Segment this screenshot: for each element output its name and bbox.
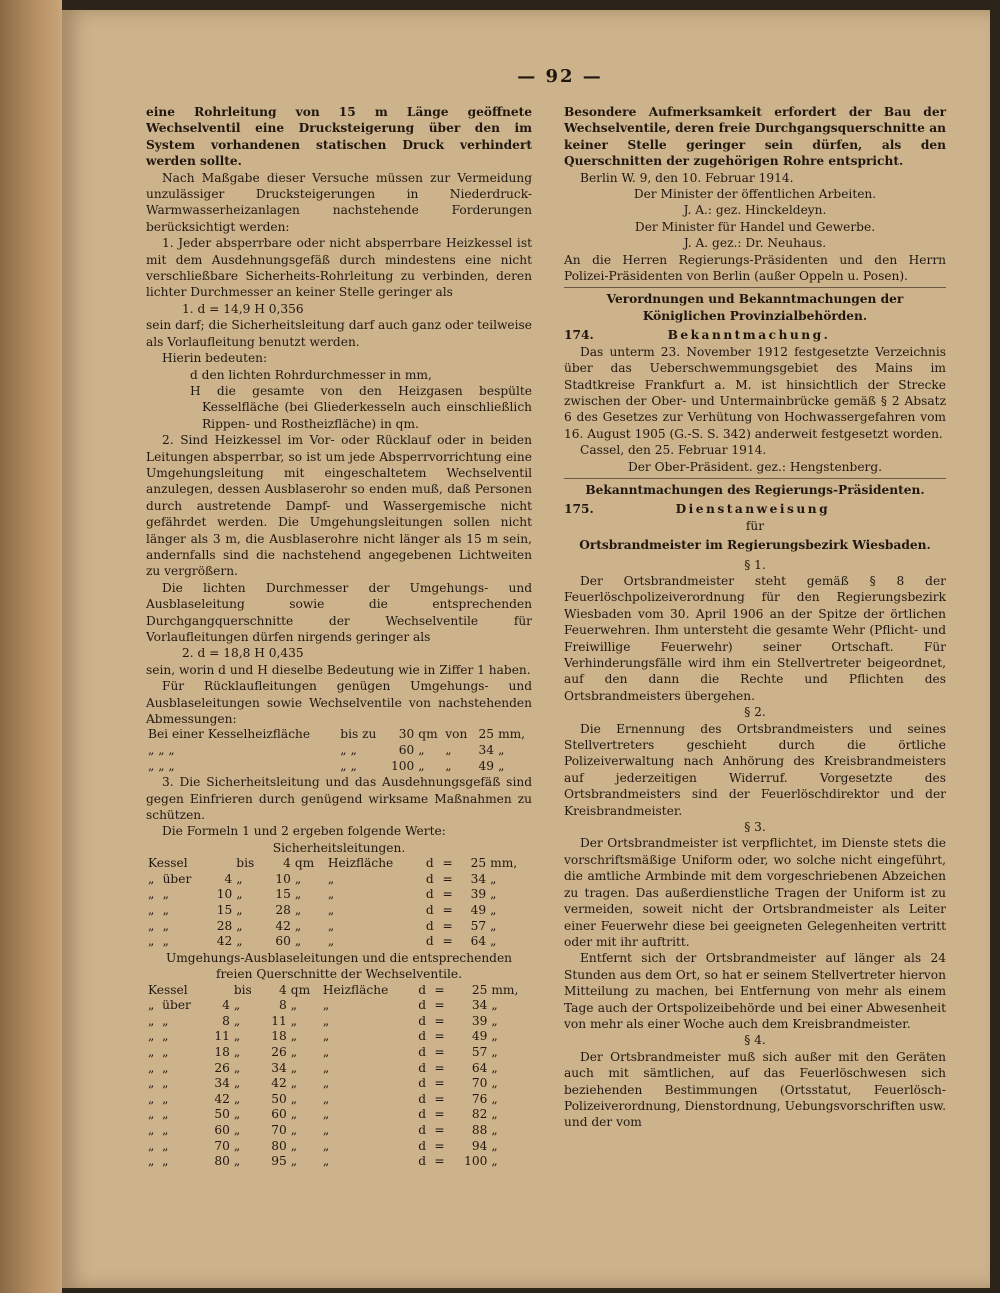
table2-row-cell: 94	[471, 1138, 488, 1153]
table1-row-cell: d	[425, 871, 434, 886]
table1-row	[146, 934, 532, 950]
table2-row-cell: d	[418, 1122, 426, 1137]
table1-row-cell: 15	[275, 887, 291, 902]
table2-header-cell: Kessel	[148, 982, 188, 997]
paragraph-diameters: Die lichten Durchmesser der Umgehungs- und Ausblaseleitung sowie die entsprechenden Durchgangquerschnitte der Wechselventile für Vorlaufleitungen dürfen nirgends geringer als	[146, 580, 532, 644]
table2-row-cell: „	[290, 1060, 298, 1075]
section-2-label: § 2.	[744, 705, 766, 720]
table2-row-cell: „	[491, 1138, 498, 1153]
bekanntmachung-title: Bekanntmachung.	[667, 328, 831, 343]
table1-row-cell: „	[236, 871, 243, 886]
table1-header-cell: 4	[283, 856, 291, 871]
section-heading-provincial: Verordnungen und Bekanntmachungen der Königlichen Provinzialbehörden.	[606, 292, 904, 323]
table2-row-cell: „	[233, 1045, 241, 1059]
fuer-label: für	[745, 518, 765, 533]
table2-row-cell: „	[322, 1060, 330, 1075]
table2-row-cell: „	[162, 1154, 169, 1169]
paragraph-requirements: Nach Maßgabe dieser Versuche müssen zur Vermeidung unzulässiger Drucksteigerungen in Niederdruck-Warmwasserheizanlagen nachstehende Forderungen berücksichtigt werden:	[146, 170, 532, 234]
table1-row-cell: über	[162, 871, 192, 886]
table2-row-cell: „	[322, 1154, 330, 1169]
table1-row-cell: „	[162, 918, 169, 933]
divider-2	[564, 478, 946, 479]
table1-row-cell: =	[442, 934, 453, 949]
formula-1: 1. d = 14,9 H 0,356	[182, 301, 304, 316]
table2-row-cell: „	[162, 1045, 169, 1059]
dimensions-row-cell: mm,	[498, 727, 526, 742]
table2-row	[146, 1092, 532, 1108]
table2-row-cell: „	[162, 1122, 169, 1137]
table1-row-cell: 10	[216, 887, 233, 902]
table1-row-cell: 64	[470, 934, 487, 949]
paragraph-valves: Besondere Aufmerksamkeit erfordert der Bau der Wechselventile, deren freie Durchgangsquerschnitte an keiner Stelle geringer sein dürfen, als den Querschnitten der zugehörigen Rohre entspricht.	[564, 105, 946, 169]
dimensions-row-cell: „ „	[340, 758, 357, 773]
table2-row-cell: „	[233, 998, 241, 1013]
dimensions-row-cell: „	[498, 758, 505, 773]
table1-row-cell: 39	[470, 887, 487, 902]
table2-row-cell: 88	[471, 1122, 488, 1137]
table2-row-cell: 76	[471, 1091, 488, 1106]
table1-row-cell: =	[442, 903, 453, 918]
table2-row-cell: „	[233, 1154, 241, 1169]
address-line: An die Herren Regierungs-Präsidenten und den Herrn Polizei-Präsidenten von Berlin (außer Oppeln u. Posen).	[564, 252, 946, 284]
table2-row-cell: „	[233, 1076, 241, 1091]
table2-row-cell: d	[418, 1060, 426, 1075]
table2-row-cell: „	[148, 1138, 155, 1153]
table2-row-cell: „	[491, 1060, 498, 1075]
table1-row-cell: „	[490, 934, 497, 949]
table2-row-cell: „	[290, 998, 298, 1013]
table1-row-cell: 34	[470, 871, 487, 886]
table1-row-cell: „	[490, 918, 497, 933]
table2-row-cell: „	[233, 1107, 241, 1122]
table2-row-cell: d	[418, 1013, 426, 1028]
paragraph-same-meaning: sein, worin d und H dieselbe Bedeutung wie in Ziffer 1 haben.	[146, 662, 531, 677]
table2-row-cell: „	[233, 1060, 241, 1075]
table2-row-cell: „	[148, 1029, 155, 1044]
table2-row-cell: „	[148, 1013, 155, 1028]
table1-row-cell: „	[294, 871, 302, 886]
table2-row-cell: „	[491, 998, 498, 1013]
table1-row-cell: 15	[216, 903, 233, 918]
section-1-label: § 1.	[744, 557, 766, 572]
table2-row-cell: 70	[214, 1138, 230, 1153]
table1-header-cell: mm,	[490, 856, 518, 871]
table2-row	[146, 1061, 532, 1077]
table2-row-cell: „	[162, 1029, 169, 1044]
table2-row-cell: „	[233, 1091, 241, 1106]
table2-row	[146, 998, 532, 1014]
table2-row-cell: d	[418, 1107, 426, 1122]
table2-row-cell: „	[322, 1107, 330, 1122]
table2-row-cell: „	[322, 1029, 330, 1044]
table2-header-cell: 25	[471, 982, 488, 997]
table2-row-cell: „	[290, 1154, 298, 1169]
table1-row-cell: „	[236, 887, 243, 902]
section-4-label: § 4.	[744, 1033, 766, 1048]
table2-row-cell: 42	[271, 1076, 287, 1091]
hierin-label: Hierin bedeuten:	[162, 351, 268, 366]
section-heading-president: Bekanntmachungen des Regierungs-Präsidenten.	[585, 482, 925, 497]
table1-row	[146, 887, 532, 903]
table2-row-cell: 70	[271, 1122, 287, 1137]
left-page-edge	[0, 0, 62, 1293]
table1-row-cell: „	[294, 934, 302, 949]
table2-row-cell: „	[491, 1029, 498, 1044]
table2-row	[146, 1107, 532, 1123]
table1-row-cell: „	[148, 887, 155, 902]
table1-row-cell: „	[327, 934, 335, 949]
dienstanweisung-title: Dienstanweisung	[675, 502, 831, 517]
table2-row-cell: d	[418, 1138, 426, 1153]
table2-row-cell: =	[434, 998, 445, 1013]
table2-row-cell: „	[148, 1045, 155, 1059]
table2-row-cell: „	[162, 1013, 169, 1028]
table2-header-cell: Heizfläche	[322, 982, 389, 997]
dimensions-row	[146, 727, 532, 743]
table2-row-cell: „	[148, 1060, 155, 1075]
table2-row-cell: 42	[214, 1091, 230, 1106]
table2-row-cell: 8	[279, 998, 287, 1013]
table2-row-cell: „	[148, 1154, 155, 1169]
table1-header-cell: =	[442, 856, 453, 871]
table2-row-cell: d	[418, 1076, 426, 1091]
table1-row-cell: „	[490, 903, 497, 918]
dimensions-row-cell: 100	[391, 758, 415, 773]
dimensions-row-cell: 49	[478, 758, 495, 773]
table1-row-cell: „	[236, 918, 243, 933]
table1-row-cell: „	[162, 903, 169, 918]
table2-row	[146, 1076, 532, 1092]
table1-row-cell: =	[442, 871, 453, 886]
table2-row-cell: 11	[214, 1029, 230, 1044]
table2-row-cell: 57	[471, 1045, 488, 1059]
table2-row-cell: über	[162, 998, 191, 1013]
table2-row-cell: 26	[214, 1060, 230, 1075]
date-cassel: Cassel, den 25. Februar 1914.	[580, 443, 767, 458]
dimensions-row-cell: „	[445, 758, 452, 773]
table2-row-cell: =	[434, 1045, 445, 1059]
table2-row-cell: „	[162, 1107, 169, 1122]
table2-row	[146, 1029, 532, 1045]
table1-row-cell: 10	[275, 871, 291, 886]
table2-row-cell: „	[491, 1045, 498, 1059]
table2-row-cell: „	[290, 1029, 298, 1044]
table2-row	[146, 1045, 532, 1061]
paragraph-return-lines: Für Rücklaufleitungen genügen Umgehungs- und Ausblaseleitungen sowie Wechselventile von nachstehenden Abmessungen:	[146, 679, 532, 727]
definition-h: H die gesamte von den Heizgasen bespülte Kesselfläche (bei Gliederkesseln auch einschließlich Rippen- und Rostheizfläche) in qm.	[190, 383, 532, 431]
table1-row-cell: „	[490, 887, 497, 902]
table2-row-cell: „	[322, 1076, 330, 1091]
table1-header-cell: Kessel	[148, 856, 188, 871]
table1-row-cell: 57	[470, 918, 487, 933]
table2-row-cell: =	[434, 1091, 445, 1106]
table2-row-cell: 18	[214, 1045, 230, 1059]
paragraph-rule-1: 1. Jeder absperrbare oder nicht absperrbare Heizkessel ist mit dem Ausdehnungsgefäß durch mindestens eine nicht verschließbare Sicherheits-Rohrleitung zu verbinden, deren lichter Durchmesser an keiner Stelle geringer als	[146, 236, 532, 300]
table1-row-cell: d	[425, 934, 434, 949]
table2-row-cell: „	[233, 1138, 241, 1153]
table2-row-cell: „	[491, 1107, 498, 1122]
table2-row-cell: 34	[471, 998, 488, 1013]
table2-row-cell: =	[434, 1076, 445, 1091]
table2-row	[146, 1139, 532, 1155]
table2-row-cell: 82	[471, 1107, 488, 1122]
table2-row-cell: 26	[271, 1045, 287, 1059]
table2-row	[146, 1154, 532, 1170]
section-3-label: § 3.	[744, 820, 766, 835]
section-1-text: Der Ortsbrandmeister steht gemäß § 8 der Feuerlöschpolizeiverordnung für den Regierungsbezirk Wiesbaden vom 30. April 1906 an der Spitze der örtlichen Feuerwehren. Ihm untersteht die gesamte Wehr (Pflicht- und Freiwillige Feuerwehr) seiner Ortschaft. Für Verhinderungsfälle wird ihm ein Stellvertreter beigeordnet, auf den dann die Rechte und Pflichten des Ortsbrandmeisters übergehen.	[564, 573, 946, 703]
table2-header-cell: 4	[279, 982, 287, 997]
table2-row-cell: „	[148, 1091, 155, 1106]
table1-row-cell: „	[162, 934, 169, 949]
table2-header-cell: =	[434, 982, 445, 997]
table2-row-cell: „	[491, 1091, 498, 1106]
table2-row-cell: 8	[222, 1013, 230, 1028]
paragraph-rule-3: 3. Die Sicherheitsleitung und das Ausdehnungsgefäß sind gegen Einfrieren durch genügend wirksame Maßnahmen zu schützen.	[146, 775, 532, 823]
dimensions-row-cell: „ „ „	[148, 758, 175, 773]
table2-row-cell: d	[418, 1045, 426, 1059]
table2-row-cell: „	[233, 1122, 241, 1137]
table1-row	[146, 872, 532, 888]
table2-row-cell: „	[290, 1013, 298, 1028]
dimensions-row-cell: „	[418, 758, 425, 773]
dimensions-row-cell: bis zu	[340, 727, 377, 742]
dimensions-row-cell: 30	[398, 727, 415, 742]
table2-row-cell: 4	[222, 998, 230, 1013]
table1-header-cell: qm	[294, 856, 315, 871]
entry-number-174: 174.	[564, 328, 594, 343]
section-2-text: Die Ernennung des Ortsbrandmeisters und seines Stellvertreters geschieht durch die örtliche Polizeiverwaltung nach Anhörung des Kreisbrandmeisters auf jederzeitigen Widerruf. Vorgesetzte des Ortsbrandmeisters sind der Feuerlöschdirektor und der Kreisbrandmeister.	[564, 721, 946, 818]
dimensions-row-cell: von	[445, 727, 468, 742]
table2-row-cell: „	[162, 1091, 169, 1106]
table2-row-cell: 60	[214, 1122, 230, 1137]
table2-row-cell: „	[233, 1029, 241, 1044]
paragraph-safety-line: sein darf; die Sicherheitsleitung darf auch ganz oder teilweise als Vorlaufleitung benutzt werden.	[146, 318, 532, 349]
table2-row-cell: „	[290, 1122, 298, 1137]
table1-row-cell: 42	[216, 934, 233, 949]
section-4-text: Der Ortsbrandmeister muß sich außer mit den Geräten auch mit sämtlichen, auf das Feuerlöschwesen sich beziehenden Bestimmungen (Ortsstatut, Feuerlösch-Polizeiverordnung, Dienstordnung, Uebungsvorschriften usw. und der vom	[564, 1049, 946, 1130]
table2-row-cell: =	[434, 1013, 445, 1028]
table2-header	[146, 983, 532, 999]
table1-row-cell: =	[442, 918, 453, 933]
table1-row-cell: „	[327, 871, 335, 886]
table2-row-cell: „	[491, 1076, 498, 1091]
signature-minister-trade: Der Minister für Handel und Gewerbe.	[634, 219, 876, 234]
table1-row-cell: 42	[275, 918, 291, 933]
table2-row-cell: 50	[271, 1091, 287, 1106]
table1-row-cell: „	[327, 903, 335, 918]
table2-row-cell: 70	[471, 1076, 488, 1091]
table2-row-cell: „	[148, 1076, 155, 1091]
entry-number-175: 175.	[564, 502, 594, 517]
dimensions-row	[146, 743, 532, 759]
table2-row	[146, 1014, 532, 1030]
table2-row-cell: „	[491, 1013, 498, 1028]
table2-row-cell: =	[434, 1154, 445, 1169]
table1-row-cell: „	[294, 903, 302, 918]
table2-row-cell: =	[434, 1107, 445, 1122]
definition-d: d den lichten Rohrdurchmesser in mm,	[190, 367, 432, 382]
table1-header-cell: Heizfläche	[327, 856, 394, 871]
signature-oberpraesident: Der Ober-Präsident. gez.: Hengstenberg.	[627, 459, 883, 474]
dimensions-row-cell: „	[445, 743, 452, 758]
table2-row-cell: 11	[271, 1013, 287, 1028]
table2-row-cell: „	[322, 1138, 330, 1153]
bypass-lines-table	[146, 983, 532, 1170]
table1-row-cell: d	[425, 918, 434, 933]
table2-row-cell: =	[434, 1138, 445, 1153]
table1-row-cell: =	[442, 887, 453, 902]
table1-row-cell: „	[148, 871, 155, 886]
dimensions-row-cell: „	[418, 743, 425, 758]
paragraph-174: Das unterm 23. November 1912 festgesetzte Verzeichnis über das Ueberschwemmungsgebiet des Mains im Stadtkreise Frankfurt a. M. ist hinsichtlich der Strecke zwischen der Ober- und Untermainbrücke gemäß § 2 Absatz 6 des Gesetzes zur Verhütung von Hochwassergefahren vom 16. August 1905 (G.-S. S. 342) anderweit festgesetzt worden.	[564, 344, 946, 441]
table2-row-cell: „	[491, 1122, 498, 1137]
table2-row-cell: =	[434, 1060, 445, 1075]
dimensions-row-cell: „ „ „	[148, 743, 175, 758]
table1-row-cell: „	[294, 887, 302, 902]
table2-row-cell: 18	[271, 1029, 287, 1044]
table1-row-cell: 28	[216, 918, 233, 933]
dimensions-row-cell: 25	[478, 727, 495, 742]
table2-row-cell: „	[162, 1076, 169, 1091]
paragraph-rule-2: 2. Sind Heizkessel im Vor- oder Rücklauf oder in beiden Leitungen absperrbar, so ist um jede Absperrvorrichtung eine Umgehungsleitung mit eingeschaltetem Wechselventil anzulegen, dessen Ausblaserohr so enden muß, daß Personen durch austretende Dampf- und Wassergemische nicht gefährdet werden. Die Umgehungsleitungen sollen nicht länger als 3 m, die Ausblaserohre nicht länger als 15 m sein, andernfalls sind die nachstehend angegebenen Lichtweiten zu vergrößern.	[146, 433, 532, 579]
table2-row-cell: „	[162, 1138, 169, 1153]
table2-row-cell: „	[148, 998, 155, 1013]
table1-row	[146, 903, 532, 919]
dimensions-row-cell: qm	[418, 727, 438, 742]
table2-row-cell: „	[290, 1045, 298, 1059]
date-berlin: Berlin W. 9, den 10. Februar 1914.	[580, 170, 794, 185]
table2-row-cell: „	[290, 1091, 298, 1106]
intro-paragraph: eine Rohrleitung von 15 m Länge geöffnete Wechselventil eine Drucksteigerung über den im System vorhandenen statischen Druck verhindert werden sollte.	[146, 105, 532, 169]
table1-row-cell: „	[148, 918, 155, 933]
table1-row-cell: d	[425, 903, 434, 918]
table2-row-cell: „	[322, 1013, 330, 1028]
table2-row-cell: 34	[214, 1076, 230, 1091]
table1-row-cell: „	[327, 918, 335, 933]
table2-row-cell: 39	[471, 1013, 488, 1028]
table2-row-cell: „	[148, 1122, 155, 1137]
table2-row-cell: 100	[464, 1154, 488, 1169]
table2-row-cell: d	[418, 1029, 426, 1044]
formula-2: 2. d = 18,8 H 0,435	[182, 646, 304, 661]
table2-row-cell: „	[233, 1013, 241, 1028]
section-3-text-2: Entfernt sich der Ortsbrandmeister auf länger als 24 Stunden aus dem Ort, so hat er seinem Stellvertreter hiervon Mitteilung zu machen, bei Entfernung von mehr als einem Tage auch der Ortspolizeibehörde und bei einer Abwesenheit von mehr als einer Woche auch dem Kreisbrandmeister.	[564, 951, 946, 1031]
table2-row-cell: „	[290, 1076, 298, 1091]
table1-row-cell: 28	[275, 903, 291, 918]
dimensions-table	[146, 727, 532, 774]
right-column	[564, 104, 946, 1131]
table1-row-cell: „	[148, 934, 155, 949]
table2-row-cell: 34	[271, 1060, 287, 1075]
table1-row-cell: „	[294, 918, 302, 933]
table2-row-cell: =	[434, 1029, 445, 1044]
table2-row-cell: „	[162, 1060, 169, 1075]
dimensions-row-cell: Bei einer Kesselheizfläche	[148, 727, 311, 742]
table2-row-cell: =	[434, 1122, 445, 1137]
dimensions-row-cell: „	[498, 743, 505, 758]
paragraph-formulas: Die Formeln 1 und 2 ergeben folgende Werte:	[162, 824, 446, 839]
table2-row-cell: 95	[271, 1154, 287, 1169]
table2-row-cell: 60	[271, 1107, 287, 1122]
table1-row-cell: 4	[224, 871, 233, 886]
table1-header-cell: 25	[470, 856, 487, 871]
table2-row-cell: 64	[471, 1060, 488, 1075]
safety-lines-table	[146, 856, 532, 950]
table1-row-cell: „	[236, 903, 243, 918]
table1-header-cell: d	[425, 856, 434, 871]
table2-row-cell: „	[290, 1107, 298, 1122]
table1-row-cell: 49	[470, 903, 487, 918]
table1-title: Sicherheitsleitungen.	[272, 840, 406, 855]
table2-row-cell: d	[418, 1091, 426, 1106]
dimensions-row-cell: 34	[478, 743, 495, 758]
table2-row-cell: „	[322, 1045, 330, 1059]
table2-row-cell: 80	[271, 1138, 287, 1153]
table2-header-cell: bis	[233, 982, 252, 997]
dimensions-row-cell: 60	[398, 743, 415, 758]
table1-row-cell: 60	[275, 934, 291, 949]
table1-row-cell: „	[236, 934, 243, 949]
table2-row-cell: „	[322, 1091, 330, 1106]
signature-neuhaus: J. A. gez.: Dr. Neuhaus.	[683, 236, 827, 251]
dimensions-row-cell: „ „	[340, 743, 357, 758]
left-column	[146, 104, 532, 1170]
table1-row-cell: „	[327, 887, 335, 902]
divider-1	[564, 287, 946, 288]
table1-row-cell: „	[490, 871, 497, 886]
table1-row	[146, 919, 532, 935]
table2-row-cell: d	[418, 1154, 426, 1169]
table2-row-cell: 50	[214, 1107, 230, 1122]
table2-header-cell: qm	[290, 982, 311, 997]
table2-row-cell: „	[290, 1138, 298, 1153]
table2-row-cell: 80	[214, 1154, 230, 1169]
page-number: — 92 —	[517, 66, 603, 87]
table1-header	[146, 856, 532, 872]
table1-row-cell: d	[425, 887, 434, 902]
section-3-text: Der Ortsbrandmeister ist verpflichtet, im Dienste stets die vorschriftsmäßige Uniform oder, wo solche nicht eingeführt, die amtliche Armbinde mit dem vorgeschriebenen Abzeichen zu tragen. Das außerdienstliche Tragen der Uniform ist zu vermeiden, soweit nicht der Ortsbrandmeister als Leiter einer Feuerwehr diese bei geeigneten Gelegenheiten vertritt oder mit ihr auftritt.	[564, 836, 946, 949]
table2-row-cell: „	[322, 998, 330, 1013]
table2-header-cell: d	[418, 982, 426, 997]
table2-header-cell: mm,	[491, 982, 519, 997]
table2-row	[146, 1123, 532, 1139]
table1-header-cell: bis	[236, 856, 255, 871]
table1-row-cell: „	[162, 887, 169, 902]
dimensions-row	[146, 759, 532, 775]
table1-row-cell: „	[148, 903, 155, 918]
ortsbrandmeister-title: Ortsbrandmeister im Regierungsbezirk Wiesbaden.	[579, 538, 931, 553]
table2-title: Umgehungs-Ausblaseleitungen und die entsprechenden freien Querschnitte der Wechselventile.	[165, 950, 513, 982]
table2-row-cell: „	[148, 1107, 155, 1122]
table2-row-cell: 49	[471, 1029, 488, 1044]
table2-row-cell: „	[322, 1122, 330, 1137]
table2-row-cell: d	[418, 998, 426, 1013]
signature-minister-works: Der Minister der öffentlichen Arbeiten.	[633, 187, 877, 202]
signature-hinckeldeyn: J. A.: gez. Hinckeldeyn.	[683, 203, 827, 218]
table2-row-cell: „	[491, 1154, 498, 1169]
